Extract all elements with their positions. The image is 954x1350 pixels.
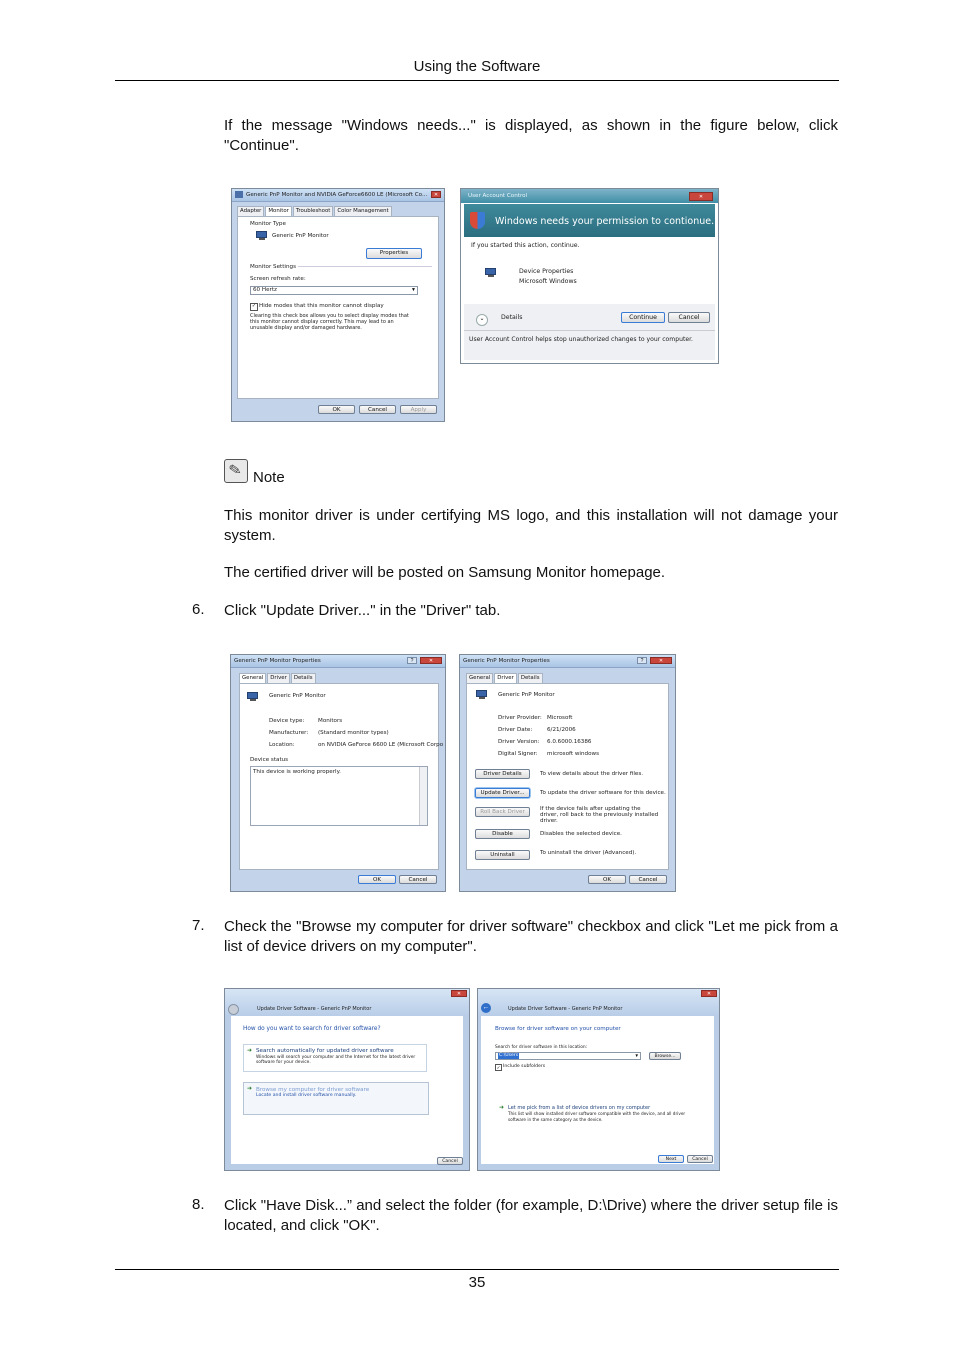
driver-provider-label: Driver Provider: <box>498 715 542 721</box>
option-title: Search automatically for updated driver software <box>256 1048 394 1054</box>
manufacturer-value: (Standard monitor types) <box>318 730 389 736</box>
tab-general[interactable]: General <box>239 673 266 683</box>
driver-details-desc: To view details about the driver files. <box>540 771 644 777</box>
monitor-type-label: Monitor Type <box>250 221 286 227</box>
update-driver-browse-dialog <box>477 988 720 1171</box>
monitor-name: Generic PnP Monitor <box>272 233 329 239</box>
update-driver-desc: To update the driver software for this device. <box>540 790 666 796</box>
monitor-settings-label: Monitor Settings <box>250 264 296 270</box>
let-me-pick-description: This list will show installed driver software compatible with the device, and all driver software in the same category as the device. <box>508 1111 686 1122</box>
device-status-box <box>250 766 428 826</box>
refresh-rate-value: 60 Hertz <box>253 287 277 293</box>
uac-bottom <box>464 304 715 360</box>
note-paragraph-1: This monitor driver is under certifying MS logo, and this installation will not damage your system. <box>224 507 838 544</box>
page-number: 35 <box>468 1274 486 1291</box>
step-text: Click "Update Driver..." in the "Driver" tab. <box>224 602 501 619</box>
driver-properties-dialog <box>459 654 676 892</box>
footer-rule <box>115 1269 839 1270</box>
close-icon[interactable]: ✕ <box>701 990 717 997</box>
chevron-down-icon[interactable]: ⌄ <box>476 314 488 326</box>
driver-date-value: 6/21/2006 <box>547 727 576 733</box>
search-automatically-option[interactable] <box>243 1044 427 1072</box>
cancel-button[interactable]: Cancel <box>437 1157 463 1165</box>
title-bar <box>461 189 718 203</box>
help-icon[interactable]: ? <box>407 657 417 664</box>
tab-details[interactable]: Details <box>291 673 316 683</box>
ok-button[interactable]: OK <box>588 875 626 884</box>
dialog-title: Generic PnP Monitor and NVIDIA GeForce6600 LE (Microsoft Co... <box>246 192 428 198</box>
wizard-body <box>231 1016 463 1164</box>
title-bar <box>232 189 444 202</box>
arrow-right-icon: ➜ <box>247 1048 253 1054</box>
shield-icon <box>470 212 485 229</box>
location-value: on NVIDIA GeForce 6600 LE (Microsoft Corpo <box>318 742 444 748</box>
next-button[interactable]: Next <box>658 1155 684 1163</box>
general-properties-dialog <box>230 654 446 892</box>
title-bar <box>225 989 469 1016</box>
cancel-button[interactable]: Cancel <box>668 312 710 323</box>
arrow-right-icon: ➜ <box>499 1105 505 1111</box>
browse-computer-option[interactable] <box>243 1082 429 1115</box>
uac-dialog <box>460 188 719 364</box>
title-bar <box>231 655 445 668</box>
driver-tab-panel <box>466 683 669 870</box>
browse-button[interactable]: Browse... <box>649 1052 681 1060</box>
device-icon <box>485 268 497 278</box>
dialog-title: Generic PnP Monitor Properties <box>463 658 550 664</box>
help-icon[interactable]: ? <box>637 657 647 664</box>
uac-banner <box>464 204 715 237</box>
uninstall-button[interactable]: Uninstall <box>475 850 530 860</box>
tab-general[interactable]: General <box>466 673 493 683</box>
close-icon[interactable]: ✕ <box>431 191 441 198</box>
publisher-name: Microsoft Windows <box>519 278 577 285</box>
device-name: Generic PnP Monitor <box>269 693 326 699</box>
option-title: Browse my computer for driver software <box>256 1087 370 1093</box>
tab-details[interactable]: Details <box>518 673 543 683</box>
scrollbar[interactable] <box>419 767 427 825</box>
location-label: Location: <box>269 742 295 748</box>
note-label: Note <box>253 469 285 486</box>
ok-button[interactable]: OK <box>358 875 396 884</box>
tab-strip <box>237 206 392 216</box>
device-status-label: Device status <box>250 757 289 763</box>
step-number: 8. <box>192 1196 205 1213</box>
cancel-button[interactable]: Cancel <box>629 875 667 884</box>
hide-modes-label: Hide modes that this monitor cannot display <box>259 303 384 309</box>
tab-troubleshoot[interactable]: Troubleshoot <box>293 206 333 216</box>
tab-color-management[interactable]: Color Management <box>334 206 391 216</box>
update-driver-button[interactable]: Update Driver... <box>475 788 530 798</box>
dialog-title: Update Driver Software - Generic PnP Monitor <box>257 1006 372 1012</box>
uninstall-desc: To uninstall the driver (Advanced). <box>540 850 637 856</box>
cancel-button[interactable]: Cancel <box>399 875 437 884</box>
monitor-icon <box>235 191 243 198</box>
digital-signer-value: microsoft windows <box>547 751 599 757</box>
device-type-value: Monitors <box>318 718 343 724</box>
title-bar <box>478 989 719 1016</box>
details-toggle[interactable]: Details <box>501 314 523 321</box>
step-number: 6. <box>192 601 205 618</box>
driver-date-label: Driver Date: <box>498 727 533 733</box>
uac-footer-text: User Account Control helps stop unauthorized changes to your computer. <box>469 336 693 343</box>
monitor-icon <box>247 692 259 702</box>
monitor-properties-dialog <box>231 188 445 422</box>
tab-driver[interactable]: Driver <box>494 673 517 683</box>
refresh-rate-label: Screen refresh rate: <box>250 276 306 282</box>
digital-signer-label: Digital Signer: <box>498 751 538 757</box>
intro-text: If the message "Windows needs..." is displayed, as shown in the figure below, click "Continue". <box>224 117 838 154</box>
driver-details-button[interactable]: Driver Details <box>475 769 530 779</box>
update-driver-search-dialog <box>224 988 470 1171</box>
dialog-title: Update Driver Software - Generic PnP Monitor <box>508 1006 623 1012</box>
uac-banner-text: Windows needs your permission to contionue. <box>495 216 715 227</box>
hide-modes-description: Clearing this check box allows you to select display modes that this monitor cannot display correctly. This may lead to an unusable display and/or damaged hardware. <box>250 313 409 331</box>
cancel-button[interactable]: Cancel <box>359 405 396 414</box>
dialog-title: User Account Control <box>468 193 528 199</box>
tab-monitor[interactable]: Monitor <box>265 206 292 216</box>
dialog-title: Generic PnP Monitor Properties <box>234 658 321 664</box>
disable-button[interactable]: Disable <box>475 829 530 839</box>
title-bar <box>460 655 675 668</box>
close-icon[interactable]: ✕ <box>451 990 467 997</box>
hide-modes-checkbox[interactable]: ✓ <box>251 303 257 309</box>
continue-button[interactable]: Continue <box>621 312 665 323</box>
browse-heading: Browse for driver software on your computer <box>495 1026 621 1032</box>
include-subfolders-checkbox[interactable]: ✓ <box>496 1065 501 1070</box>
let-me-pick-link[interactable]: Let me pick from a list of device drivers on my computer <box>508 1105 651 1111</box>
back-arrow-icon[interactable]: ← <box>482 1004 490 1011</box>
ok-button[interactable]: OK <box>318 405 355 414</box>
close-icon[interactable]: ✕ <box>689 192 713 201</box>
tab-strip <box>466 673 543 683</box>
monitor-icon <box>476 690 488 700</box>
device-status-value: This device is working properly. <box>253 769 341 775</box>
tab-strip <box>239 673 316 683</box>
uac-started-text: If you started this action, continue. <box>471 242 580 249</box>
close-icon[interactable]: ✕ <box>650 657 672 664</box>
device-name: Generic PnP Monitor <box>498 692 555 698</box>
search-question: How do you want to search for driver software? <box>243 1026 381 1032</box>
refresh-rate-select[interactable] <box>250 286 418 295</box>
search-location-input[interactable] <box>495 1052 641 1060</box>
chevron-down-icon: ▼ <box>634 1053 639 1058</box>
tab-adapter[interactable]: Adapter <box>237 206 264 216</box>
close-icon[interactable]: ✕ <box>420 657 442 664</box>
manufacturer-label: Manufacturer: <box>269 730 309 736</box>
option-description: Windows will search your computer and the Internet for the latest driver software for your device. <box>256 1055 416 1065</box>
step-text: Click "Have Disk...” and select the folder (for example, D:\Drive) where the driver setup file is located, and click "OK". <box>224 1197 838 1234</box>
back-arrow-icon[interactable] <box>228 1004 239 1015</box>
disable-desc: Disables the selected device. <box>540 831 622 837</box>
search-location-label: Search for driver software in this location: <box>495 1045 588 1050</box>
driver-provider-value: Microsoft <box>547 715 573 721</box>
wizard-body <box>481 1016 714 1164</box>
properties-button[interactable]: Properties <box>366 248 422 259</box>
monitor-icon <box>256 231 268 241</box>
search-location-value: C:\Users <box>499 1053 519 1058</box>
step-number: 7. <box>192 917 205 934</box>
option-description: Locate and install driver software manually. <box>256 1093 357 1098</box>
step-text: Check the "Browse my computer for driver software" checkbox and click "Let me pick from a list of device drivers on my computer". <box>224 918 838 955</box>
include-subfolders-label: Include subfolders <box>503 1064 546 1069</box>
monitor-tab-panel <box>237 216 439 399</box>
arrow-right-icon: ➜ <box>247 1086 253 1092</box>
roll-back-driver-button[interactable]: Roll Back Driver <box>475 807 530 817</box>
tab-driver[interactable]: Driver <box>267 673 290 683</box>
page-header: Using the Software <box>413 58 541 75</box>
driver-version-label: Driver Version: <box>498 739 540 745</box>
program-name: Device Properties <box>519 268 574 275</box>
apply-button[interactable]: Apply <box>400 405 437 414</box>
divider <box>464 330 715 331</box>
note-icon: ✎ <box>224 459 248 483</box>
roll-back-driver-desc: If the device fails after updating the driver, roll back to the previously installed driver. <box>540 806 659 824</box>
general-tab-panel <box>239 683 444 870</box>
header-rule <box>115 80 839 81</box>
note-paragraph-2: The certified driver will be posted on Samsung Monitor homepage. <box>224 564 666 581</box>
device-type-label: Device type: <box>269 718 305 724</box>
cancel-button[interactable]: Cancel <box>687 1155 713 1163</box>
driver-version-value: 6.0.6000.16386 <box>547 739 592 745</box>
divider <box>298 266 432 267</box>
chevron-down-icon: ▼ <box>411 287 416 293</box>
